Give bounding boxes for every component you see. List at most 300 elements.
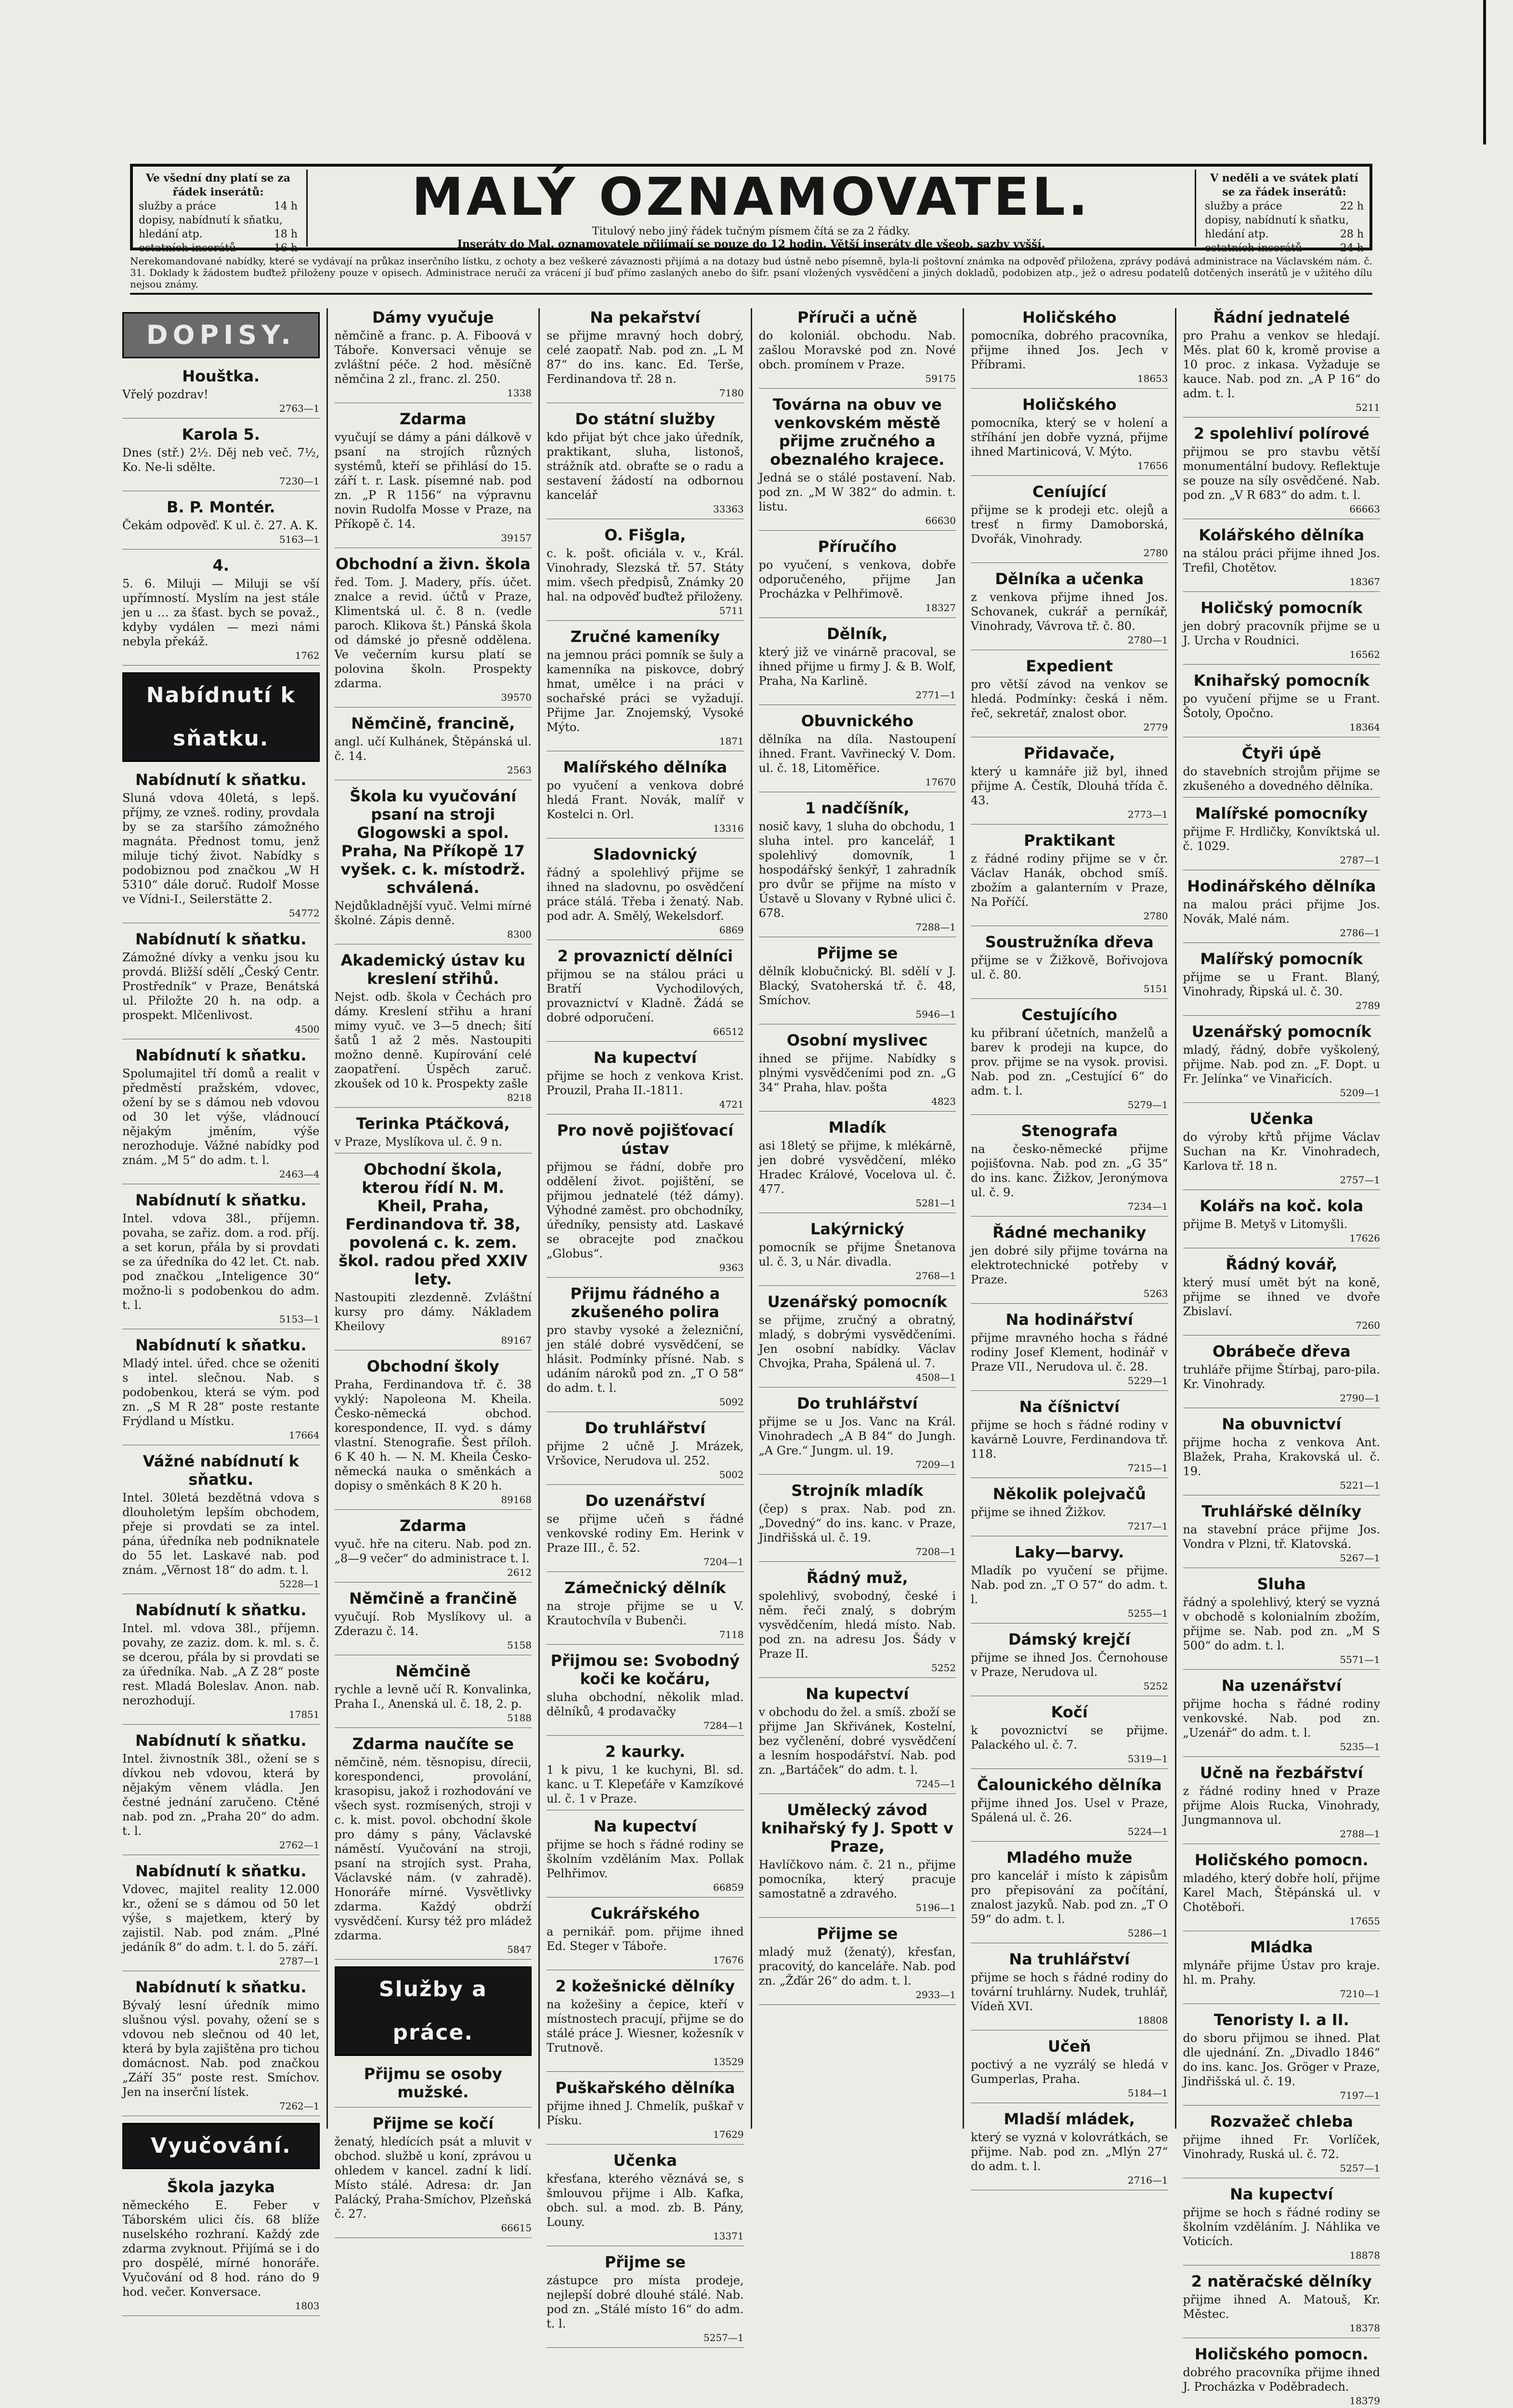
rate-label: dopisy, nabídnutí k sňatku,	[139, 214, 283, 226]
classified-ad	[1183, 2272, 1381, 2338]
ad-body: který již ve vinárně pracoval, se ihned přijme u firmy J. & B. Wolf, Praha, Na Karlině.	[758, 645, 956, 688]
ad-heading: Vážné nabídnutí k sňatku.	[143, 1452, 299, 1489]
ad-heading: Zručné kameníky	[570, 628, 720, 646]
ad-body: řádný a spolehlivý, který se vyzná v obchodě s kolonialním zbožím, přijme se. Nab. pod zn. „M S 500“ do adm. t. l.	[1183, 1596, 1380, 1652]
ad-code: 2780	[1143, 910, 1168, 922]
classified-ad	[971, 657, 1168, 737]
classified-ad	[971, 1776, 1168, 1842]
ad-body: Nejdůkladnější vyuč. Velmi mírné školné. Zápis denně.	[334, 899, 532, 927]
ad-body: z řádné rodiny hned v Praze přijme Alois Rucka, Vinohrady, Jungmannova ul.	[1183, 1784, 1380, 1827]
rate-label: služby a práce	[139, 200, 216, 212]
section-heading-vyucovani: Vyučování.	[122, 2123, 320, 2169]
ad-heading: Zámečnický dělník	[564, 1579, 726, 1597]
ad-body: přijme se hoch s řádné rodiny do tovární truhlárny. Nudek, truhlář, Vídeň XVI.	[971, 1971, 1168, 2013]
ad-code: 5002	[719, 1469, 744, 1480]
ad-heading: 2 kožešnické dělníky	[555, 1977, 735, 1995]
ad-body: 1 k pivu, 1 ke kuchyni, Bl. sd. kanc. u T. Klepeťáře v Kamzíkové ul. č. 1 v Praze.	[547, 1763, 744, 1806]
ad-code: 17664	[288, 1429, 320, 1441]
ad-body: se přijme učeň s řádné venkovské rodiny Em. Herink v Praze III., č. 52.	[547, 1512, 744, 1555]
ad-code: 2563	[507, 764, 532, 776]
ad-code: 7180	[719, 387, 744, 399]
classified-ad	[122, 425, 320, 491]
ad-code: 17656	[1137, 460, 1168, 471]
ad-body: mladý, řádný, dobře vyškolený, přijme. Nab. pod zn. „F. Dopt. u Fr. Jelínka“ ve Vinařicích.	[1183, 1043, 1380, 1086]
ad-heading: Ceníující	[1032, 483, 1107, 501]
ad-heading: Nabídnutí k sňatku.	[135, 771, 307, 789]
ad-body: do výroby křtů přijme Václav Suchan na Kr. Vinohradech, Karlova tř. 18 n.	[1183, 1130, 1380, 1173]
ad-heading: Malířské pomocníky	[1195, 804, 1368, 823]
ad-heading: Řádný muž,	[806, 1569, 908, 1587]
ad-heading: Nabídnutí k sňatku.	[135, 1046, 307, 1064]
ad-heading: Malířského dělníka	[563, 758, 727, 776]
holiday-rates	[1205, 171, 1364, 255]
classified-ad	[547, 1817, 744, 1898]
classified-ad	[547, 2151, 744, 2246]
ad-heading: Mladší mládek,	[1004, 2110, 1135, 2128]
ad-code: 17851	[288, 1709, 320, 1720]
classified-ad	[547, 1048, 744, 1114]
ad-body: přijmou se pro stavbu větší monumentální budovy. Reflektuje se pouze na síly osvědčené. Nab. pod zn. „V R 683“ do adm. t. l.	[1183, 445, 1380, 502]
ad-heading: Truhlářské dělníky	[1201, 1502, 1362, 1520]
ad-heading: Dělník,	[827, 625, 888, 643]
ad-heading: 2 kaurky.	[605, 1742, 685, 1761]
ad-code: 5286—1	[1127, 1927, 1168, 1939]
ad-heading: Učenka	[613, 2151, 677, 2170]
ad-body: zástupce pro místa prodeje, nejlepší dobré dlouhé stálé. Nab. pod zn. „Stálé místo 16“ do adm. t. l.	[547, 2274, 744, 2330]
ad-heading: Na kupectví	[1230, 2185, 1333, 2203]
classified-ad	[1183, 599, 1381, 665]
ad-code: 2716—1	[1127, 2174, 1168, 2186]
classified-ad	[759, 1685, 956, 1794]
classified-ad	[335, 1160, 532, 1350]
ad-heading: Obchodní školy	[366, 1357, 499, 1375]
classified-ad	[122, 1862, 320, 1971]
ad-body: sluha obchodní, několik mlad. dělníků, 4 prodavačky	[547, 1690, 744, 1718]
ad-code: 5158	[507, 1639, 532, 1651]
classified-ad	[759, 308, 956, 389]
ad-body: který u kamnáře již byl, ihned přijme A. Čestík, Dlouhá třída č. 43.	[971, 765, 1168, 807]
classified-ad	[1183, 1197, 1381, 1248]
ad-heading: Obuvnického	[801, 712, 913, 730]
classified-ad	[547, 2079, 744, 2145]
rate-price: 14 h	[274, 200, 298, 212]
ad-heading: Karola 5.	[182, 425, 260, 444]
ad-code: 16562	[1349, 649, 1380, 660]
ad-code: 66615	[501, 2222, 532, 2234]
ad-code: 5263	[1143, 1288, 1168, 1299]
classified-ad	[759, 395, 956, 531]
classified-ad	[547, 1651, 744, 1736]
ad-code: 5235—1	[1340, 1741, 1380, 1753]
ad-body: nosič kavy, 1 sluha do obchodu, 1 sluha intel. pro kancelář, 1 spolehlivý domovník, 1 hospodářský šenkýř, 1 zahradník pro dvůr se přijme na místo v Ústavě u Slovany v Rybné ulici č. 678.	[758, 820, 956, 920]
ad-heading: Němčině a frančině	[349, 1589, 517, 1608]
ad-body: řed. Tom. J. Madery, přís. účet. znalce a revid. účtů v Praze, Klimentská ul. č. 8 n. (vedle paroch. Klikova št.) Pánská škola od dámské jo přesně oddělena. Ve večerním kursu platí se polovina školn. Prospekty zdarma.	[334, 576, 532, 690]
classified-ad	[971, 2110, 1168, 2190]
ad-body: se přijme mravný hoch dobrý, celé zaopatř. Nab. pod zn. „L M 87“ do ins. kanc. Ed. Terše, Ferdinandova tř. 28 n.	[547, 329, 744, 386]
classified-ad	[335, 787, 532, 944]
page-edge-mark	[1483, 0, 1486, 144]
classified-ad	[547, 1121, 744, 1278]
classified-header	[130, 164, 1372, 254]
ad-heading: O. Fišgla,	[604, 526, 686, 544]
ad-code: 1762	[295, 650, 320, 661]
ad-body: angl. učí Kulhánek, Štěpánská ul. č. 14.	[334, 735, 532, 763]
ad-code: 66859	[713, 1882, 744, 1893]
ad-heading: Škola jazyka	[167, 2178, 275, 2196]
classified-ad	[335, 1735, 532, 1960]
ad-heading: Nabídnutí k sňatku.	[135, 1731, 307, 1750]
ad-heading: Řádné mechaniky	[992, 1223, 1147, 1242]
ad-heading: Uzenářský pomocník	[767, 1293, 947, 1311]
ad-heading: Dámský krejčí	[1008, 1630, 1131, 1649]
ad-body: Mladík po vyučení se přijme. Nab. pod zn. „T O 57“ do adm. t. l.	[971, 1564, 1168, 1606]
ad-heading: Škola ku vyučování psaní na stroji Glogowski a spol. Praha, Na Příkopě 17 vyšek. c. k. místodrž. schválená.	[340, 787, 526, 897]
ad-heading: Do uzenářství	[585, 1492, 705, 1510]
ad-body: přijme se u Frant. Blaný, Vinohrady, Řipská ul. č. 30.	[1183, 970, 1380, 998]
classified-ad	[335, 2065, 532, 2107]
ad-body: přijme hocha s řádné rodiny venkovské. Nab. pod zn. „Uzenář“ do adm. t. l.	[1183, 1697, 1380, 1740]
classified-ad	[759, 1031, 956, 1112]
ad-code: 5228—1	[279, 1578, 320, 1590]
ad-code: 5257—1	[1340, 2162, 1380, 2174]
ad-heading: Osobní myslivec	[786, 1031, 928, 1049]
ad-code: 89168	[501, 1494, 532, 1505]
classified-ad	[971, 1543, 1168, 1623]
ad-heading: Zdarma naučíte se	[352, 1735, 514, 1753]
ad-heading: Lakýrnický	[810, 1220, 904, 1238]
ad-heading: Učně na řezbářství	[1200, 1764, 1363, 1782]
ad-body: pomocníka, který se v holení a stříhání jen dobře vyzná, přijme ihned Martinicová, V. Mýto.	[971, 416, 1168, 458]
classified-ad	[1183, 1676, 1381, 1757]
ad-code: 7208—1	[915, 1546, 956, 1557]
classified-ad	[122, 1191, 320, 1329]
ad-code: 18327	[925, 602, 956, 614]
classified-ad	[1183, 1764, 1381, 1844]
classified-ad	[122, 1601, 320, 1725]
ad-code: 2933—1	[915, 1989, 956, 2001]
classified-ad	[122, 1978, 320, 2116]
ad-code: 2786—1	[1340, 927, 1380, 939]
ad-code: 2757—1	[1340, 1174, 1380, 1186]
ad-code: 5151	[1143, 983, 1168, 995]
ad-body: řádný a spolehlivý přijme se ihned na sladovnu, po osvědčení práce stálá. Třeba i ženatý. Nab. pod adr. A. Smělý, Wekelsdorf.	[547, 866, 744, 923]
ad-body: k povoznictví se přijme. Palackého ul. č. 7.	[971, 1724, 1168, 1752]
ad-body: přijme se v Žižkově, Bořivojova ul. č. 80.	[971, 954, 1168, 982]
classified-ad	[1183, 526, 1381, 592]
ad-code: 2612	[507, 1567, 532, 1578]
ad-heading: Obchodní škola, kterou řídí N. M. Kheil, Praha, Ferdinandova tř. 38, povolená c. k. zem. škol. radou před XXIV lety.	[339, 1160, 528, 1288]
ad-body: přijme se ihned Žižkov.	[971, 1505, 1106, 1519]
classified-ad	[1183, 1255, 1381, 1335]
ad-code: 2762—1	[279, 1839, 320, 1851]
ad-code: 5571—1	[1340, 1654, 1380, 1665]
ad-heading: Cukrářského	[590, 1904, 700, 1923]
rate-line	[1205, 213, 1364, 227]
ad-body: na malou práci přijme Jos. Novák, Malé nám.	[1183, 898, 1380, 926]
ad-code: 18808	[1137, 2015, 1168, 2026]
ad-heading: 4.	[212, 556, 229, 575]
ad-heading: Čalounického dělníka	[977, 1776, 1162, 1794]
ad-heading: Expedient	[1026, 657, 1113, 675]
ad-body: z řádné rodiny přijme se v čr. Václav Hanák, obchod smíš. zbožím a galanterním v Praze, Na Poříčí.	[971, 852, 1168, 909]
classified-ad	[971, 1848, 1168, 1943]
ad-body: Vdovec, majitel reality 12.000 kr., ožení se s dámou od 50 let výše, s majetkem, který by zajistil. Nab. pod znám. „Plné jedáník 8“ do adm. t. l. do 5. září.	[122, 1883, 320, 1954]
ad-heading: Holičského pomocn.	[1194, 1851, 1369, 1869]
ad-heading: Nabídnutí k sňatku.	[135, 1601, 307, 1619]
ad-code: 8300	[507, 929, 532, 940]
ad-code: 2790—1	[1340, 1392, 1380, 1404]
classified-ad	[759, 625, 956, 705]
ad-body: 5. 6. Miluji — Miluji se vší upřímností. Myslím na jest stále jen u … za šťast. bych se považ., kdyby vydálen — mezi námi nebyla překáž.	[122, 577, 320, 648]
ad-code: 5279—1	[1127, 1099, 1168, 1111]
ad-body: přijmou se na stálou práci u Bratří Vychodilových, provaznictví v Kladně. Žádá se dobré odporučení.	[547, 968, 744, 1024]
rate-price: 22 h	[1340, 200, 1364, 212]
ad-body: po vyučení, s venkova, dobře odporučeného, přijme Jan Procházka v Pelhřimově.	[758, 558, 956, 601]
ad-body: přijme se u Jos. Vanc na Král. Vinohradech „A B 84“ do Jungh. „A Gre.“ Jungm. ul. 19.	[758, 1415, 956, 1457]
ad-code: 5163—1	[279, 534, 320, 545]
weekday-rate-lines	[139, 199, 298, 255]
masthead	[306, 167, 1196, 250]
ad-code: 66512	[713, 1026, 744, 1037]
classified-ad	[759, 944, 956, 1024]
ad-body: Intel. vdova 38l., příjemn. povaha, se zařiz. dom. a rod. příj. a set korun, přála by si provdati se za úředníka do 42 let. Ct. nab. pod značkou „Inteligence 30“ možno-li s podobenkou do adm. t. l.	[122, 1212, 320, 1312]
section-heading-dopisy: DOPISY.	[122, 312, 320, 358]
ad-body: poctivý a ne vyzrálý se hledá v Gumperlas, Praha.	[971, 2058, 1168, 2086]
ad-heading: Umělecký závod knihařský fy J. Spott v Praze,	[761, 1801, 953, 1856]
ad-column-2	[328, 308, 540, 2234]
ad-code: 5188	[507, 1712, 532, 1724]
ad-code: 2788—1	[1340, 1828, 1380, 1840]
classified-ad	[335, 2114, 532, 2238]
ad-body: jen dobrý pracovník přijme se u J. Urcha v Roudnici.	[1183, 619, 1380, 647]
ad-heading: Kolářského dělníka	[1199, 526, 1365, 544]
classified-ad	[971, 1630, 1168, 1696]
ad-body: němčině, ném. těsnopisu, dírecii, korespondenci, provolání, krasopisu, jakož i rozhodování ve všech syst. rozmísených, stroji v c. k. mist. povol. obchodní škole pro dámy s pány, Václavské náměstí. Vyučování na stroji, psaní na strojích syst. Praha, Václavské nám. (v zahradě). Honoráře mírné. Vysvětlivky zdarma. Každý obdrží vysvědčení. Kursy též pro mládež zdarma.	[334, 1755, 532, 1942]
ad-heading: Do státní služby	[575, 410, 716, 428]
classified-ad	[547, 1742, 744, 1810]
classified-ad	[971, 308, 1168, 389]
classified-ad	[547, 1419, 744, 1485]
ad-heading: 2 provaznictí dělníci	[557, 947, 733, 965]
classified-ad	[759, 1481, 956, 1562]
classified-ad	[122, 2178, 320, 2316]
ad-code: 17655	[1349, 1915, 1380, 1927]
ad-body: Vřelý pozdrav!	[122, 388, 209, 401]
ad-body: ihned se přijme. Nabídky s plnými vysvědčeními pod zn. „G 34“ Praha, hlav. pošta	[758, 1052, 956, 1094]
ad-code: 18364	[1349, 721, 1380, 733]
ad-code: 4500	[295, 1023, 320, 1035]
ad-heading: Čtyři úpě	[1241, 744, 1321, 762]
ad-body: Bývalý lesní úředník mimo slušnou výsl. povahy, ožení se s vdovou neb slečnou od 40 let, která by byla zajištěna pro tichou domácnost. Nab. pod značkou „Září 35“ poste rest. Smíchov. Jen na inserční lístek.	[122, 1999, 320, 2099]
ad-heading: Několik polejvačů	[992, 1485, 1146, 1503]
ad-code: 7217—1	[1127, 1520, 1168, 1532]
ad-heading: Na obuvnictví	[1222, 1415, 1342, 1433]
ad-heading: Na kupectví	[593, 1048, 697, 1067]
ad-code: 8218	[507, 1092, 532, 1103]
ad-heading: 2 spolehliví polírové	[1193, 424, 1370, 443]
ad-heading: Řádní jednatelé	[1213, 308, 1350, 327]
ad-body: Dnes (stř.) 2½. Děj neb več. 7½, Ko. Ne-li sdělte.	[122, 446, 320, 474]
classified-ad	[547, 1579, 744, 1645]
ad-code: 5209—1	[1340, 1087, 1380, 1099]
rate-line	[1205, 241, 1364, 255]
classified-ad	[1183, 2112, 1381, 2178]
ad-code: 5281—1	[915, 1197, 956, 1209]
ad-heading: Na hodinářství	[1005, 1310, 1133, 1329]
ad-heading: Kolářs na koč. kola	[1200, 1197, 1364, 1215]
ad-body: jen dobré sily přijme továrna na elektrotechnické potřeby v Praze.	[971, 1244, 1168, 1286]
ad-body: se přijme, zručný a obratný, mladý, s dobrými vysvědčeními. Jen osobní nabídky. Václav Chvojka, Praha, Spálená ul. 7.	[758, 1313, 956, 1370]
ad-code: 2773—1	[1127, 809, 1168, 820]
rate-line	[1205, 199, 1364, 213]
ad-body: na stroje přijme se u V. Krautochvíla v Bubenči.	[547, 1599, 744, 1627]
ad-heading: Na pekařství	[590, 308, 701, 327]
classified-ad	[1183, 1110, 1381, 1190]
ad-column-5	[964, 308, 1176, 2186]
classified-ad	[759, 1801, 956, 1918]
classified-ad	[971, 1485, 1168, 1536]
ad-code: 5847	[507, 1944, 532, 1955]
ad-body: přijme ihned J. Chmelík, puškař v Písku.	[547, 2099, 744, 2127]
ad-code: 1871	[719, 735, 744, 747]
rate-line	[139, 227, 298, 241]
ad-body: Intel. 30letá bezdětná vdova s dlouholetým lepším obchodem, přeje si provdati se za intel. pána, úředníka neb podniknatele do 55 let. Laskavé nab. pod znám. „Věrnost 18“ do adm. t. l.	[122, 1491, 320, 1577]
ad-heading: Puškařského dělníka	[555, 2079, 735, 2097]
ad-body: Čekám odpověď. K ul. č. 27. A. K.	[122, 519, 318, 532]
ad-heading: Uzenářský pomocník	[1191, 1022, 1371, 1041]
ad-code: 9363	[719, 1262, 744, 1273]
ad-body: přijme se hoch s řádné rodiny se školním vzděláním. J. Náhlika ve Voticích.	[1183, 2206, 1380, 2248]
ad-heading: Akademický ústav ku kreslení střihů.	[340, 951, 526, 988]
ad-body: ženatý, hledících psát a mluvit v obchod. službě u koní, zprávou u ohledem v kancel. zadní k lidí. Místo stálé. Adresa: dr. Jan Palácký, Praha-Smíchov, Plzeňská č. 27.	[334, 2135, 532, 2221]
ad-code: 5211	[1356, 402, 1380, 413]
ad-body: přijme F. Hrdličky, Konvíktská ul. č. 1029.	[1183, 825, 1380, 853]
ad-heading: Dělníka a učenka	[995, 570, 1144, 588]
ad-body: v Praze, Myslíkova ul. č. 9 n.	[334, 1135, 503, 1149]
weekday-rates	[139, 171, 298, 255]
ad-heading: Sluha	[1257, 1575, 1306, 1593]
classified-ad	[1183, 744, 1381, 798]
classified-ad	[971, 1398, 1168, 1478]
ad-body: přijme se k prodeji etc. olejů a tresť n firmy Damoborská, Dvořák, Vinohrady.	[971, 503, 1168, 546]
ad-body: Havlíčkovo nám. č. 21 n., přijme pomocníka, který pracuje samostatně a zdravého.	[758, 1858, 956, 1900]
classified-ad	[122, 1731, 320, 1855]
ad-heading: Praktikant	[1024, 831, 1115, 850]
ad-code: 66663	[1349, 503, 1380, 515]
classified-ad	[971, 1223, 1168, 1304]
classified-ad	[335, 1662, 532, 1728]
ad-body: na stálou práci přijme ihned Jos. Trefil, Chotětov.	[1183, 547, 1380, 575]
page-title: MALÝ OZNAMOVATEL.	[411, 167, 1091, 227]
classified-ad	[971, 1950, 1168, 2030]
ad-heading: 1 nadčíšník,	[805, 799, 910, 817]
ad-code: 5196—1	[915, 1902, 956, 1913]
classified-ad	[547, 1977, 744, 2072]
ad-code: 7210—1	[1340, 1988, 1380, 2000]
ad-code: 5224—1	[1127, 1826, 1168, 1837]
rate-label: hledání atp.	[1205, 228, 1269, 240]
ad-heading: Do truhlářství	[585, 1419, 706, 1437]
ad-body: dělník klobučnický. Bl. sdělí v J. Blacký, Svatoherská tř. č. 48, Smíchov.	[758, 965, 956, 1007]
classified-ad	[122, 771, 320, 923]
ad-code: 5319—1	[1127, 1753, 1168, 1765]
classified-ad	[1183, 1502, 1381, 1568]
ad-code: 5255—1	[1127, 1608, 1168, 1619]
ad-heading: Továrna na obuv ve venkovském městě přijme zručného a obeznalého krajece.	[770, 395, 945, 469]
ad-body: německého E. Feber v Táborském ulici čís. 68 blíže nuselského rozhraní. Každý zde zdarma zvyknout. Přijímá se i do pro dospělé, mírné honoráře. Vyučování od 8 hod. ráno do 9 hod. večer. Konversace.	[122, 2199, 320, 2299]
ad-heading: Příručího	[818, 537, 897, 556]
classified-ad	[547, 845, 744, 940]
ad-code: 5229—1	[1127, 1375, 1168, 1387]
classified-ad	[1183, 877, 1381, 943]
ad-body: přijme hocha z venkova Ant. Blažek, Praha, Krakovská ul. č. 19.	[1183, 1436, 1380, 1478]
ad-code: 17670	[925, 776, 956, 788]
ad-body: vyuč. hře na citeru. Nab. pod zn. „8—9 večer“ do administrace t. l.	[334, 1537, 532, 1565]
ad-code: 18378	[1349, 2322, 1380, 2334]
ad-code: 2779	[1143, 721, 1168, 733]
ad-heading: Zdarma	[400, 410, 467, 428]
ad-body: asi 18letý se přijme, k mlékárně, jen dobré vysvědčení, mléko Hradec Králové, Vocelova ul. č. 477.	[758, 1139, 956, 1196]
classified-ad	[335, 714, 532, 780]
ad-code: 4721	[719, 1099, 744, 1110]
ad-heading: 2 natěračské dělníky	[1191, 2272, 1372, 2290]
ad-code: 7197—1	[1340, 2090, 1380, 2101]
ad-body: Intel. živnostník 38l., ožení se s dívkou neb vdovou, která by nějakým věnem vládla. Jen čestné jednání zaručeno. Ctěné nab. pod zn. „Praha 20“ do adm. t. l.	[122, 1752, 320, 1838]
classified-ad	[971, 1703, 1168, 1769]
ad-body: přijme se hoch s řádné rodiny se školním vzděláním Max. Pollak Pelhřimov.	[547, 1838, 744, 1880]
ad-columns	[116, 308, 1387, 2407]
classified-ad	[1183, 1938, 1381, 2004]
ad-code: 7262—1	[279, 2100, 320, 2112]
ad-column-1	[116, 308, 328, 2312]
ad-heading: Přidavače,	[1023, 744, 1115, 762]
ad-heading: Přijmou se: Svobodný koči ke kočáru,	[550, 1651, 740, 1688]
rate-label: služby a práce	[1205, 200, 1282, 212]
section-heading-sluzby: Služby a práce.	[335, 1966, 532, 2056]
ad-heading: Obchodní a živn. škola	[335, 555, 531, 573]
ad-body: přijme se ihned Jos. Černohouse v Praze, Nerudova ul.	[971, 1651, 1168, 1679]
ad-body: mladého, který dobře holí, přijme Karel Mach, Štěpánská ul. v Chotěboři.	[1183, 1871, 1380, 1914]
ad-code: 33363	[713, 503, 744, 515]
rate-price: 28 h	[1340, 228, 1364, 240]
ad-heading: Malířský pomocník	[1200, 950, 1363, 968]
classified-ad	[971, 2037, 1168, 2103]
ad-body: křesťana, kterého věznává se, s šmlouvou přijme i Alb. Kafka, obch. sul. a mod. zb. B. Pány, Louny.	[547, 2172, 744, 2229]
classified-ad	[971, 933, 1168, 999]
ad-code: 7260	[1356, 1320, 1380, 1331]
ad-body: pomocníka, dobrého pracovníka, přijme ihned Jos. Jech v Příbrami.	[971, 329, 1168, 371]
rate-line	[1205, 227, 1364, 241]
rate-price: 18 h	[274, 228, 298, 240]
ad-body: mlynáře přijme Ústav pro kraje. hl. m. Prahy.	[1183, 1959, 1380, 1987]
ad-body: vyučují se dámy a páni dálkově v psaní na strojích různých systémů, kteří se přihlásí do 15. září t. r. Lask. písemné nab. pod zn. „P R 1156“ na výpravnu novin Rudolfa Mosse v Praze, na Příkopě č. 14.	[334, 431, 532, 531]
classified-ad	[547, 410, 744, 519]
ad-code: 39157	[501, 532, 532, 544]
ad-heading: Němčině, francině,	[351, 714, 515, 733]
ad-heading: Strojník mladík	[791, 1481, 924, 1500]
ad-body: kdo přijat být chce jako úředník, praktikant, sluha, listonoš, strážník atd. obraťte se o radu a sestavení žádostí na odbornou kancelář	[547, 431, 744, 502]
ad-heading: Přijme se kočí	[372, 2114, 494, 2133]
ad-code: 5153—1	[279, 1313, 320, 1325]
ad-heading: Tenoristy I. a II.	[1213, 2011, 1349, 2029]
classified-ad	[759, 537, 956, 618]
rate-line	[139, 213, 298, 227]
ad-heading: Holičského pomocn.	[1194, 2345, 1369, 2363]
ad-code: 4508—1	[915, 1372, 956, 1383]
ad-body: němčině a franc. p. A. Fiboová v Táboře. Konversaci věnuje se zvláštní péče. 2 hod. měsíčně němčina 2 zl., franc. zl. 250.	[334, 329, 532, 386]
ad-heading: Na truhlářství	[1009, 1950, 1130, 1968]
ad-code: 5252	[1143, 1680, 1168, 1692]
